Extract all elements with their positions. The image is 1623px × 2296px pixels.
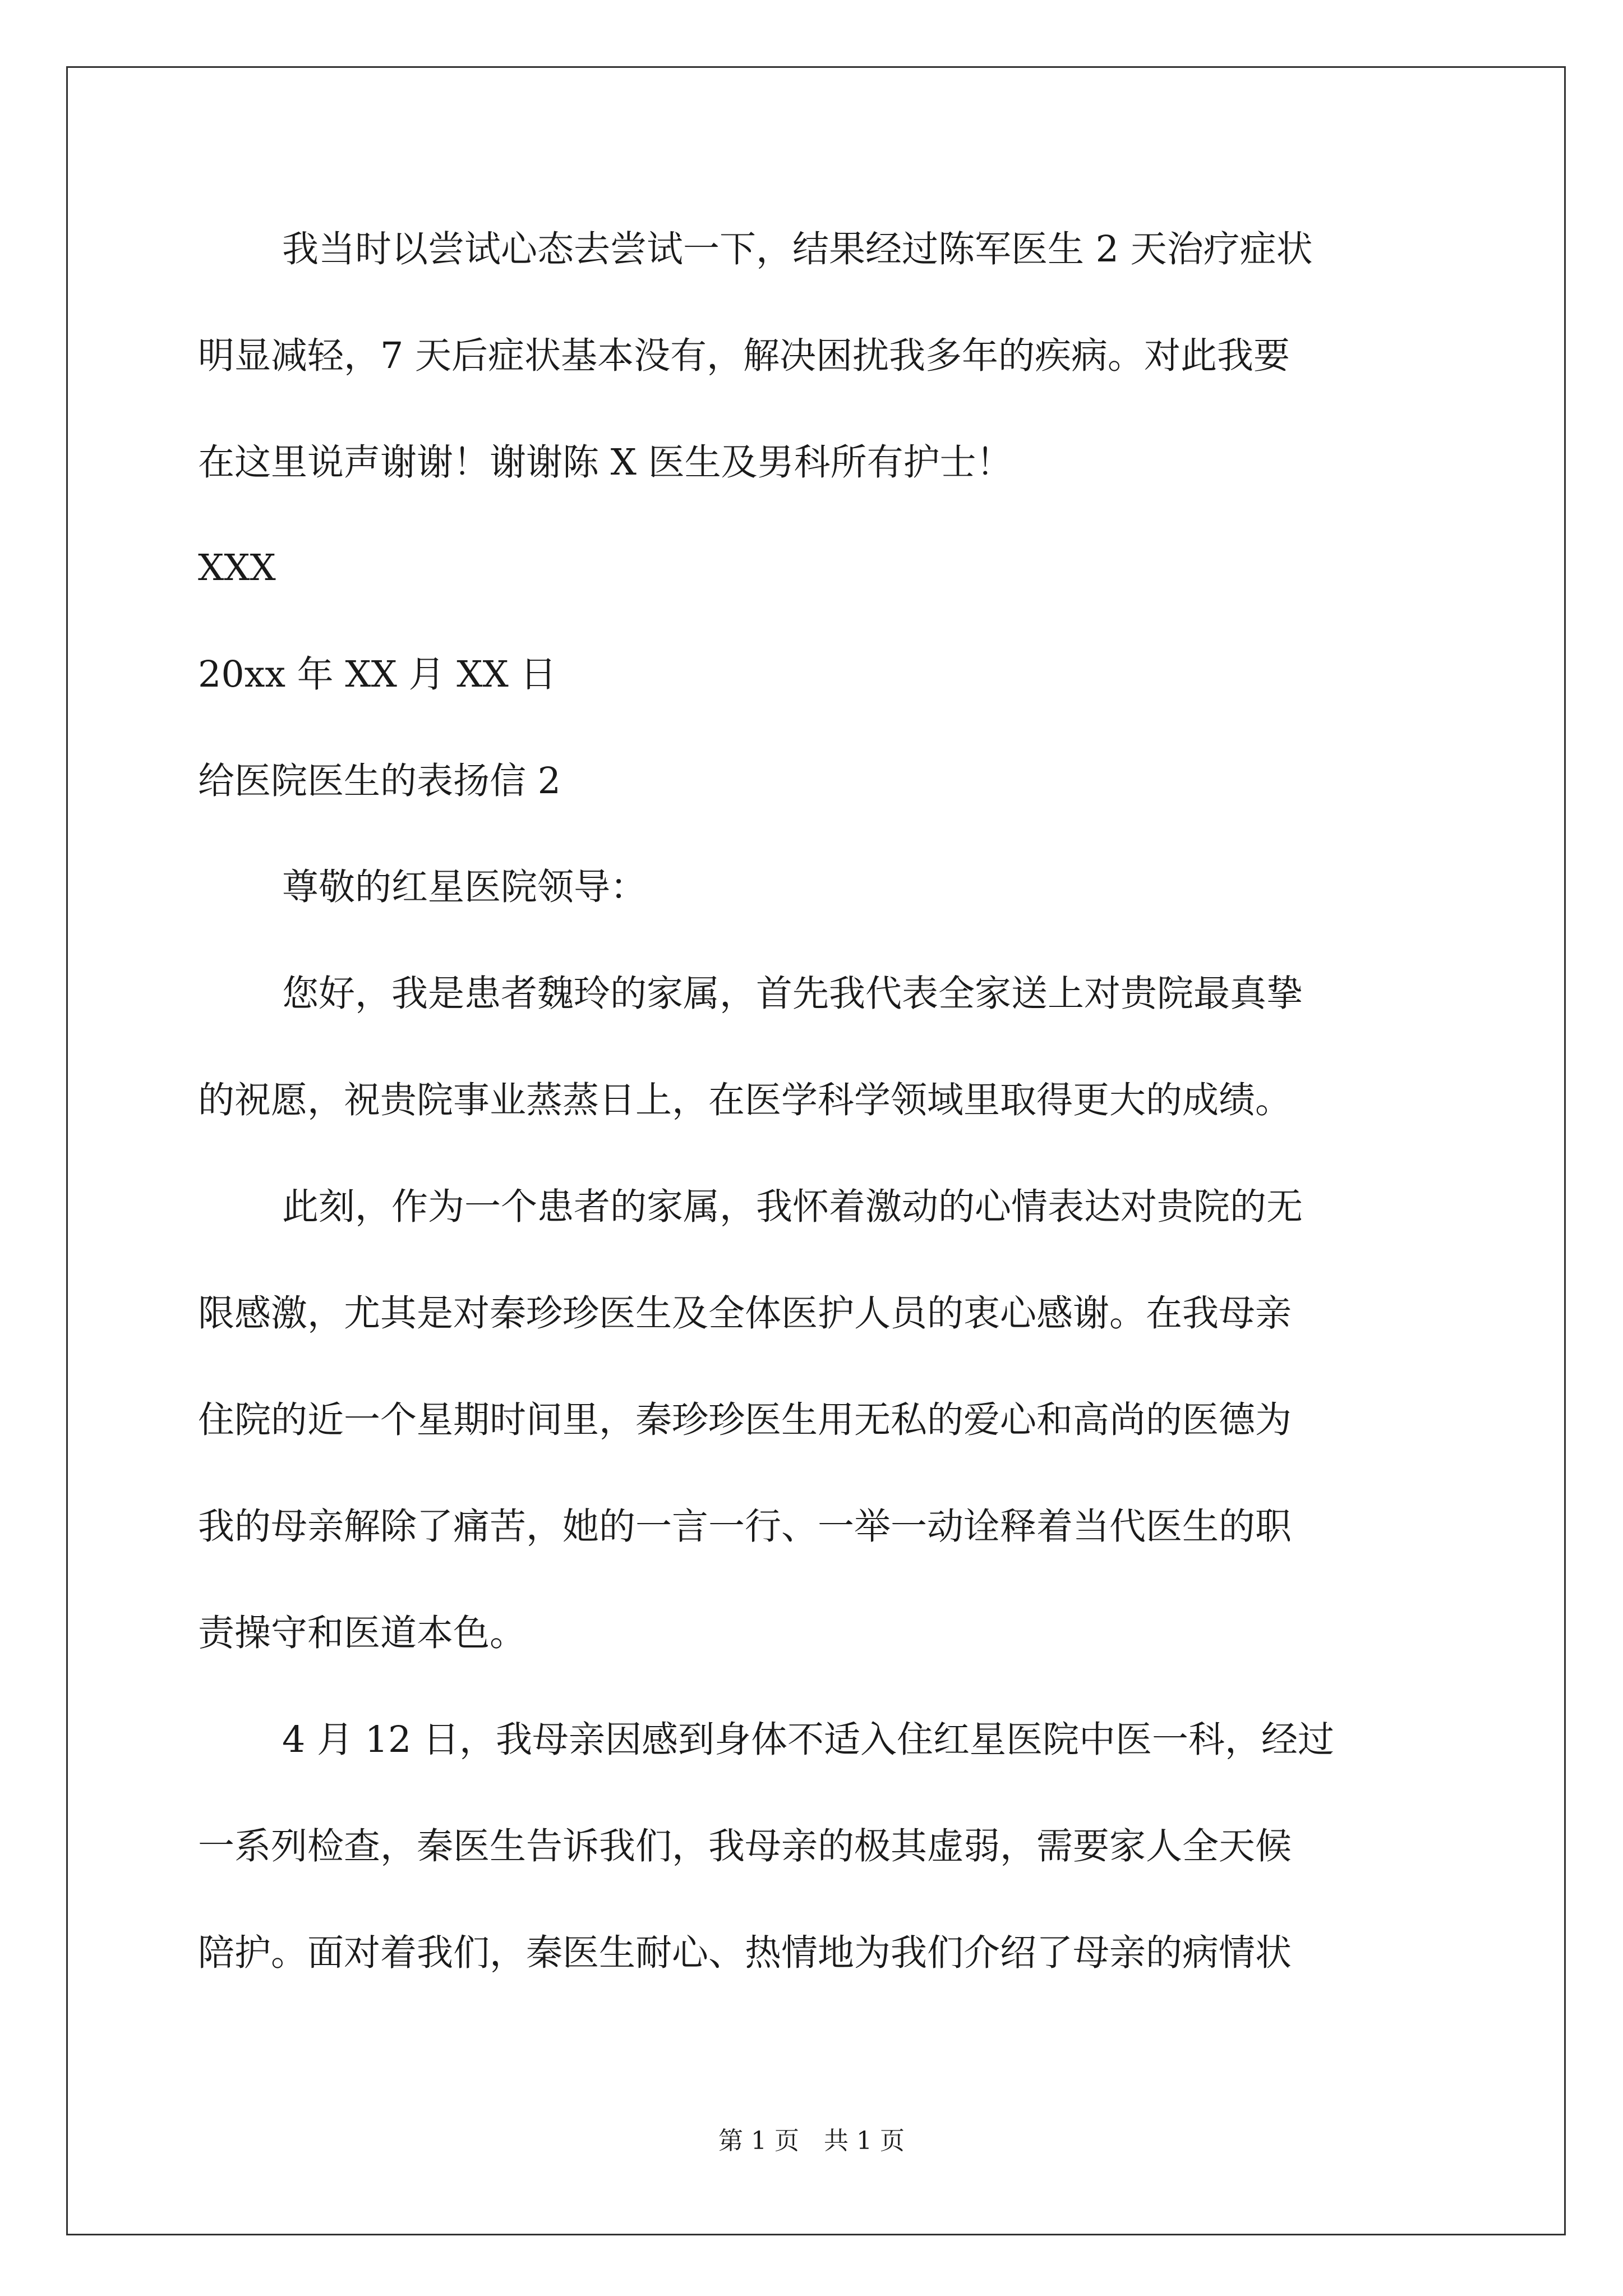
paragraph-line: 此刻，作为一个患者的家属，我怀着激动的心情表达对贵院的无 — [282, 1186, 1303, 1228]
paragraph-line: 在这里说声谢谢！谢谢陈 X 医生及男科所有护士！ — [198, 441, 1013, 484]
paragraph-line: 责操守和医道本色。 — [198, 1612, 527, 1654]
paragraph-line: 陪护。面对着我们，秦医生耐心、热情地为我们介绍了母亲的病情状 — [198, 1932, 1292, 1974]
page-footer: 第 1 页 共 1 页 — [718, 2127, 905, 2155]
paragraph-line: 我当时以尝试心态去尝试一下，结果经过陈军医生 2 天治疗症状 — [282, 228, 1313, 270]
section-title: 给医院医生的表扬信 2 — [198, 760, 561, 802]
paragraph-line: 一系列检查，秦医生告诉我们，我母亲的极其虚弱，需要家人全天候 — [198, 1825, 1292, 1867]
paragraph-line: 我的母亲解除了痛苦，她的一言一行、一举一动诠释着当代医生的职 — [198, 1506, 1292, 1548]
salutation: 尊敬的红星医院领导： — [282, 866, 647, 908]
paragraph-line: 明显减轻，7 天后症状基本没有，解决困扰我多年的疾病。对此我要 — [198, 335, 1290, 377]
paragraph-line: 限感激，尤其是对秦珍珍医生及全体医护人员的衷心感谢。在我母亲 — [198, 1292, 1292, 1335]
page-border — [66, 66, 1566, 2235]
signature-name: XXX — [198, 547, 276, 589]
paragraph-line: 4 月 12 日，我母亲因感到身体不适入住红星医院中医一科，经过 — [282, 1719, 1335, 1761]
paragraph-line: 您好，我是患者魏玲的家属，首先我代表全家送上对贵院最真挚 — [282, 973, 1303, 1015]
paragraph-line: 住院的近一个星期时间里，秦珍珍医生用无私的爱心和高尚的医德为 — [198, 1399, 1292, 1441]
signature-date: 20xx 年 XX 月 XX 日 — [198, 654, 557, 696]
paragraph-line: 的祝愿，祝贵院事业蒸蒸日上，在医学科学领域里取得更大的成绩。 — [198, 1079, 1292, 1121]
